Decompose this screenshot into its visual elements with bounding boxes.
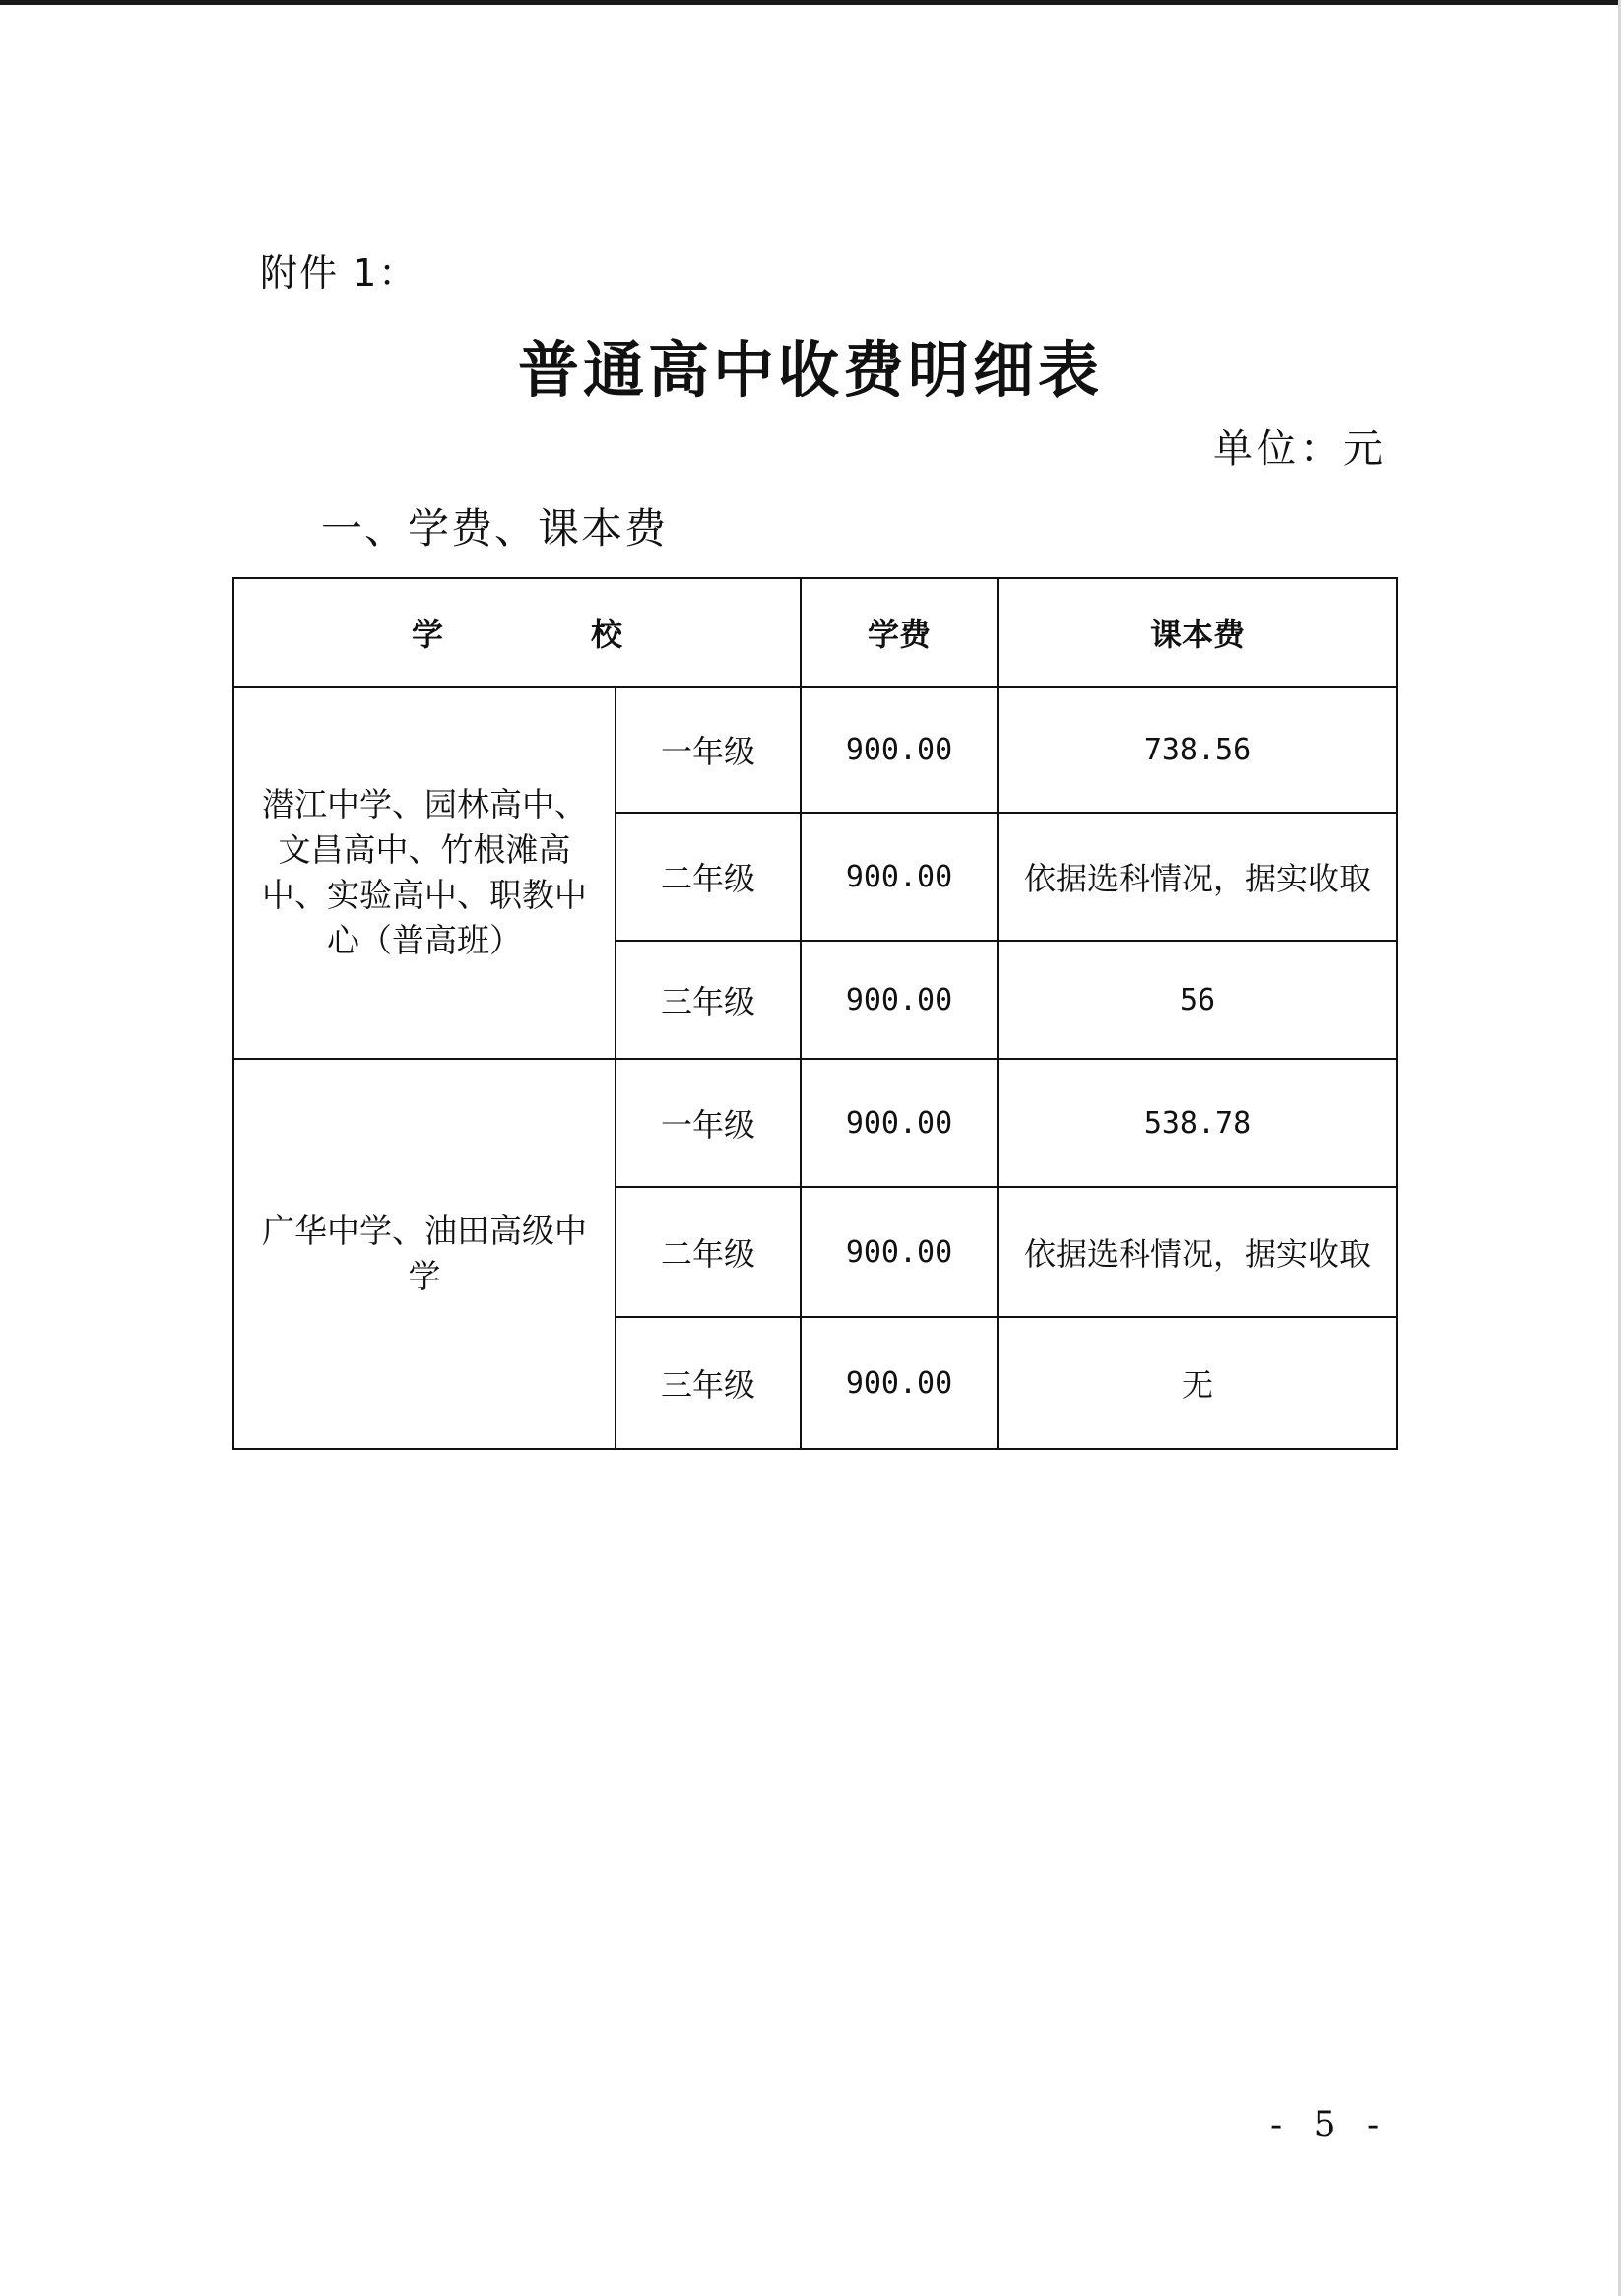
page-number: - 5 - [1270,2105,1390,2145]
attachment-label: 附件 1： [260,251,419,295]
tuition-cell: 900.00 [801,813,998,941]
header-school-char-2: 校 [591,616,623,653]
textbook-cell: 56 [998,941,1397,1059]
scan-top-edge [0,0,1621,5]
textbook-cell: 538.78 [998,1059,1397,1187]
tuition-cell: 900.00 [801,941,998,1059]
grade-cell: 二年级 [616,813,801,941]
textbook-cell: 738.56 [998,687,1397,813]
table-row [233,687,1397,813]
fee-table [232,577,1398,1450]
tuition-cell: 900.00 [801,1059,998,1187]
grade-cell: 三年级 [616,941,801,1059]
textbook-cell: 依据选科情况，据实收取 [998,1187,1397,1317]
table-header-row [233,578,1397,687]
school-group-cell: 广华中学、油田高级中学 [233,1059,616,1449]
grade-cell: 二年级 [616,1187,801,1317]
table-row [233,1059,1397,1187]
unit-label: 单位：元 [1213,426,1387,472]
tuition-cell: 900.00 [801,1317,998,1449]
grade-cell: 一年级 [616,1059,801,1187]
textbook-cell: 依据选科情况，据实收取 [998,813,1397,941]
header-tuition: 学费 [801,578,998,687]
header-textbook: 课本费 [998,578,1397,687]
tuition-cell: 900.00 [801,1187,998,1317]
school-group-cell: 潜江中学、园林高中、文昌高中、竹根滩高中、实验高中、职教中心（普高班） [233,687,616,1059]
tuition-cell: 900.00 [801,687,998,813]
document-title: 普通高中收费明细表 [517,334,1103,406]
header-school [233,578,801,687]
textbook-cell: 无 [998,1317,1397,1449]
header-school-char-1: 学 [411,616,443,653]
grade-cell: 一年级 [616,687,801,813]
grade-cell: 三年级 [616,1317,801,1449]
section-heading: 一、学费、课本费 [321,504,669,553]
